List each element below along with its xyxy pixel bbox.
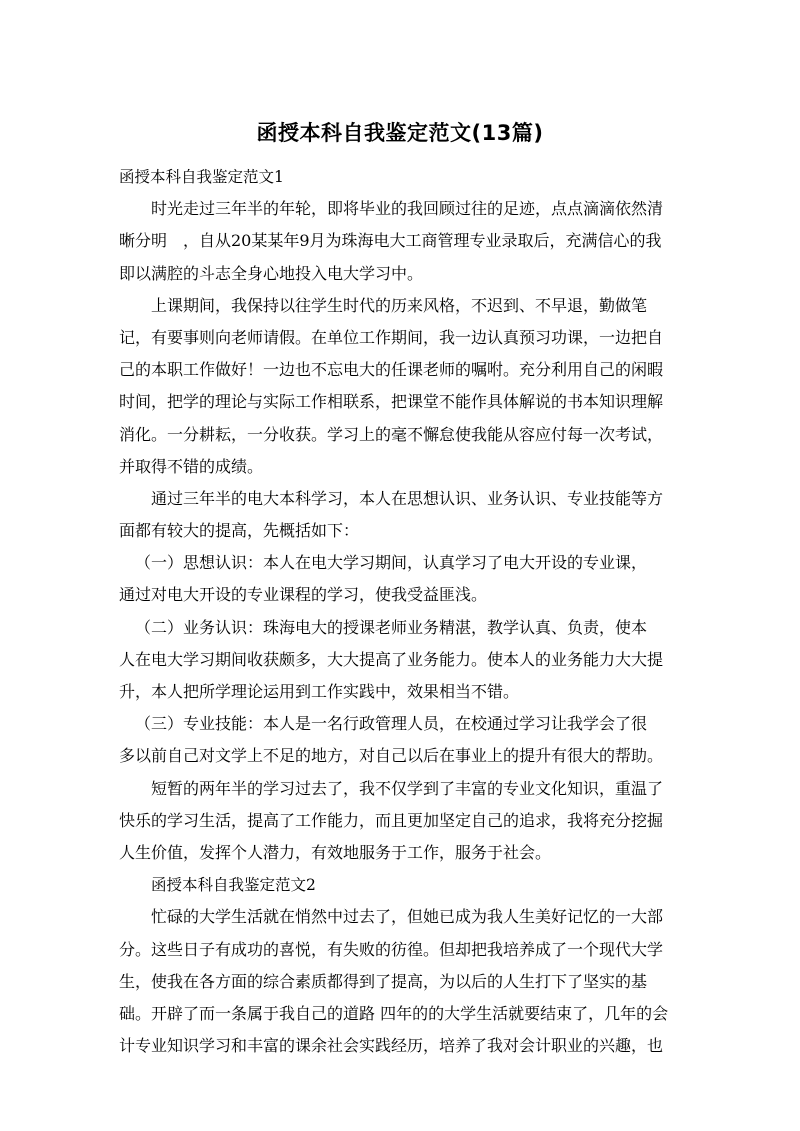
paragraph-line: 人在电大学习期间收获颇多，大大提高了业务能力。使本人的业务能力大大提 xyxy=(119,649,664,669)
paragraph-line: 计专业知识学习和丰富的课余社会实践经历，培养了我对会计职业的兴趣，也 xyxy=(119,1036,664,1056)
paragraph-line: （二）业务认识：珠海电大的授课老师业务精湛，教学认真、负责，使本 xyxy=(135,617,648,637)
paragraph-line: 己的本职工作做好！一边也不忘电大的任课老师的嘱咐。充分利用自己的闲暇 xyxy=(119,360,664,380)
paragraph-line: 面都有较大的提高，先概括如下： xyxy=(119,521,360,541)
paragraph-line: 通过三年半的电大本科学习，本人在思想认识、业务认识、专业技能等方 xyxy=(151,488,664,508)
section-heading-1: 函授本科自我鉴定范文1 xyxy=(119,168,284,186)
section-heading-2: 函授本科自我鉴定范文2 xyxy=(151,876,316,895)
paragraph-line: 人生价值，发挥个人潜力，有效地服务于工作，服务于社会。 xyxy=(119,842,552,862)
paragraph-line: 分。这些日子有成功的喜悦，有失败的彷徨。但却把我培养成了一个现代大学 xyxy=(119,939,664,959)
paragraph-line: 短暂的两年半的学习过去了，我不仅学到了丰富的专业文化知识，重温了 xyxy=(151,778,664,798)
paragraph-line: （一）思想认识：本人在电大学习期间，认真学习了电大开设的专业课， xyxy=(135,553,648,573)
paragraph-line: 础。开辟了而一条属于我自己的道路 四年的的大学生活就要结束了，几年的会 xyxy=(119,1003,669,1023)
paragraph-line: 生，使我在各方面的综合素质都得到了提高，为以后的人生打下了坚实的基 xyxy=(119,971,648,991)
paragraph-line: 多以前自己对文学上不足的地方，对自己以后在事业上的提升有很大的帮助。 xyxy=(119,746,664,766)
paragraph-line: 记，有要事则向老师请假。在单位工作期间，我一边认真预习功课，一边把自 xyxy=(119,327,664,347)
paragraph-line: 上课期间，我保持以往学生时代的历来风格，不迟到、不早退，勤做笔 xyxy=(151,295,648,315)
document-title: 函授本科自我鉴定范文(13篇) xyxy=(256,121,544,145)
paragraph-line: 消化。一分耕耘，一分收获。学习上的毫不懈怠使我能从容应付每一次考试， xyxy=(119,424,664,444)
paragraph-line: 即以满腔的斗志全身心地投入电大学习中。 xyxy=(119,263,424,283)
paragraph-line: 并取得不错的成绩。 xyxy=(119,456,264,476)
paragraph-line: 升，本人把所学理论运用到工作实践中，效果相当不错。 xyxy=(119,682,520,701)
paragraph-line: 时光走过三年半的年轮，即将毕业的我回顾过往的足迹，点点滴滴依然清 xyxy=(151,199,664,219)
paragraph-line: （三）专业技能：本人是一名行政管理人员，在校通过学习让我学会了很 xyxy=(135,714,648,734)
document-body xyxy=(119,161,679,1062)
paragraph-line: 通过对电大开设的专业课程的学习，使我受益匪浅。 xyxy=(119,585,488,605)
paragraph-line: 晰分明 ，自从20某某年9月为珠海电大工商管理专业录取后，充满信心的我 xyxy=(119,231,662,251)
paragraph-line: 快乐的学习生活，提高了工作能力，而且更加坚定自己的追求，我将充分挖掘 xyxy=(119,810,664,830)
paragraph-line: 忙碌的大学生活就在悄然中过去了，但她已成为我人生美好记忆的一大部 xyxy=(151,907,664,927)
paragraph-line: 时间，把学的理论与实际工作相联系，把课堂不能作具体解说的书本知识理解 xyxy=(119,392,664,412)
